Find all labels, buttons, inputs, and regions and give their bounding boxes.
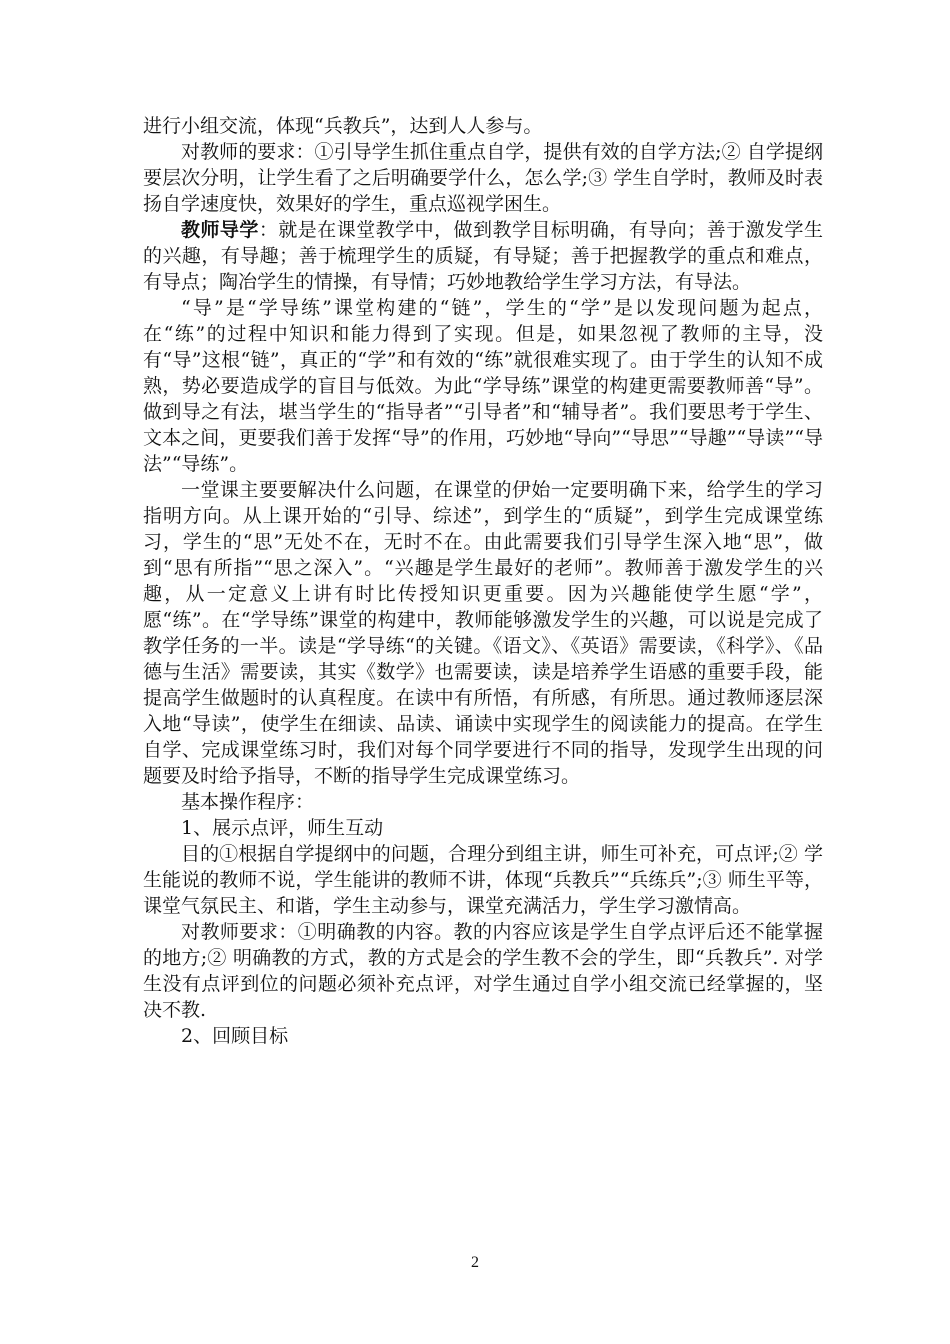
paragraph-5: 一堂课主要要解决什么问题，在课堂的伊始一定要明确下来，给学生的学习指明方向。从上课开始的“引导、综述”，到学生的“质疑”，到学生完成课堂练习，学生的“思”无处不在，无时不在。由此需要我们引导学生深入地“思”，做到“思有所指”“思之深入”。“兴趣是学生最好的老师”。教师善于激发学生的兴趣，从一定意义上讲有时比传授知识更重要。因为兴趣能使学生愿“学”，愿“练”。在“学导练”课堂的构建中，教师能够激发学生的兴趣，可以说是完成了教学任务的一半。读是“学导练“的关键。《语文》、《英语》需要读，《科学》、《品德与生活》需要读，其实《数学》也需要读，读是培养学生语感的重要手段，能提高学生做题时的认真程度。在读中有所悟，有所感，有所思。通过教师逐层深入地“导读”，使学生在细读、品读、诵读中实现学生的阅读能力的提高。在学生自学、完成课堂练习时，我们对每个同学要进行不同的指导，发现学生出现的问题要及时给予指导，不断的指导学生完成课堂练习。: [143, 479, 823, 787]
paragraph-3-body: ：就是在课堂教学中，做到教学目标明确，有导向；善于激发学生的兴趣，有导趣；善于梳理学生的质疑，有导疑；善于把握教学的重点和难点，有导点；陶冶学生的情操，有导情；巧妙地教给学生学习方法，有导法。: [143, 219, 823, 293]
paragraph-8: 目的①根据自学提纲中的问题，合理分到组主讲，师生可补充，可点评;② 学生能说的教师不说，学生能讲的教师不讲，体现“兵教兵”“兵练兵”;③ 师生平等，课堂气氛民主、和谐，学生主动参与，课堂充满活力，学生学习激情高。: [143, 843, 823, 917]
paragraph-3: [143, 217, 823, 295]
paragraph-2: 对教师的要求：①引导学生抓住重点自学，提供有效的自学方法;② 自学提纲要层次分明，让学生看了之后明确要学什么，怎么学;③ 学生自学时，教师及时表扬自学速度快，效果好的学生，重点巡视学困生。: [143, 141, 823, 215]
paragraph-4: “导”是“学导练”课堂构建的“链”，学生的“学”是以发现问题为起点，在“练”的过程中知识和能力得到了实现。但是，如果忽视了教师的主导，没有“导”这根“链”，真正的“学”和有效的“练”就很难实现了。由于学生的认知不成熟，势必要造成学的盲目与低效。为此“学导练”课堂的构建更需要教师善“导”。做到导之有法，堪当学生的“指导者”“引导者”和“辅导者”。我们要思考于学生、文本之间，更要我们善于发挥“导”的作用，巧妙地“导向”“导思”“导趣”“导读”“导法”“导练”。: [143, 297, 823, 475]
paragraph-6: 基本操作程序：: [181, 791, 315, 813]
body-text: [143, 113, 823, 1049]
paragraph-1: 进行小组交流，体现“兵教兵”，达到人人参与。: [143, 115, 543, 137]
paragraph-7: 1、展示点评，师生互动: [181, 817, 384, 839]
paragraph-9: 对教师要求：①明确教的内容。教的内容应该是学生自学点评后还不能掌握的地方;② 明确教的方式，教的方式是会的学生教不会的学生，即“兵教兵”. 对学生没有点评到位的问题必须补充点评，对学生通过自学小组交流已经掌握的，坚决不教.: [143, 921, 823, 1021]
paragraph-3-lead: 教师导学: [181, 219, 259, 241]
paragraph-10: 2、回顾目标: [181, 1025, 289, 1047]
page-number: 2: [471, 1254, 479, 1271]
